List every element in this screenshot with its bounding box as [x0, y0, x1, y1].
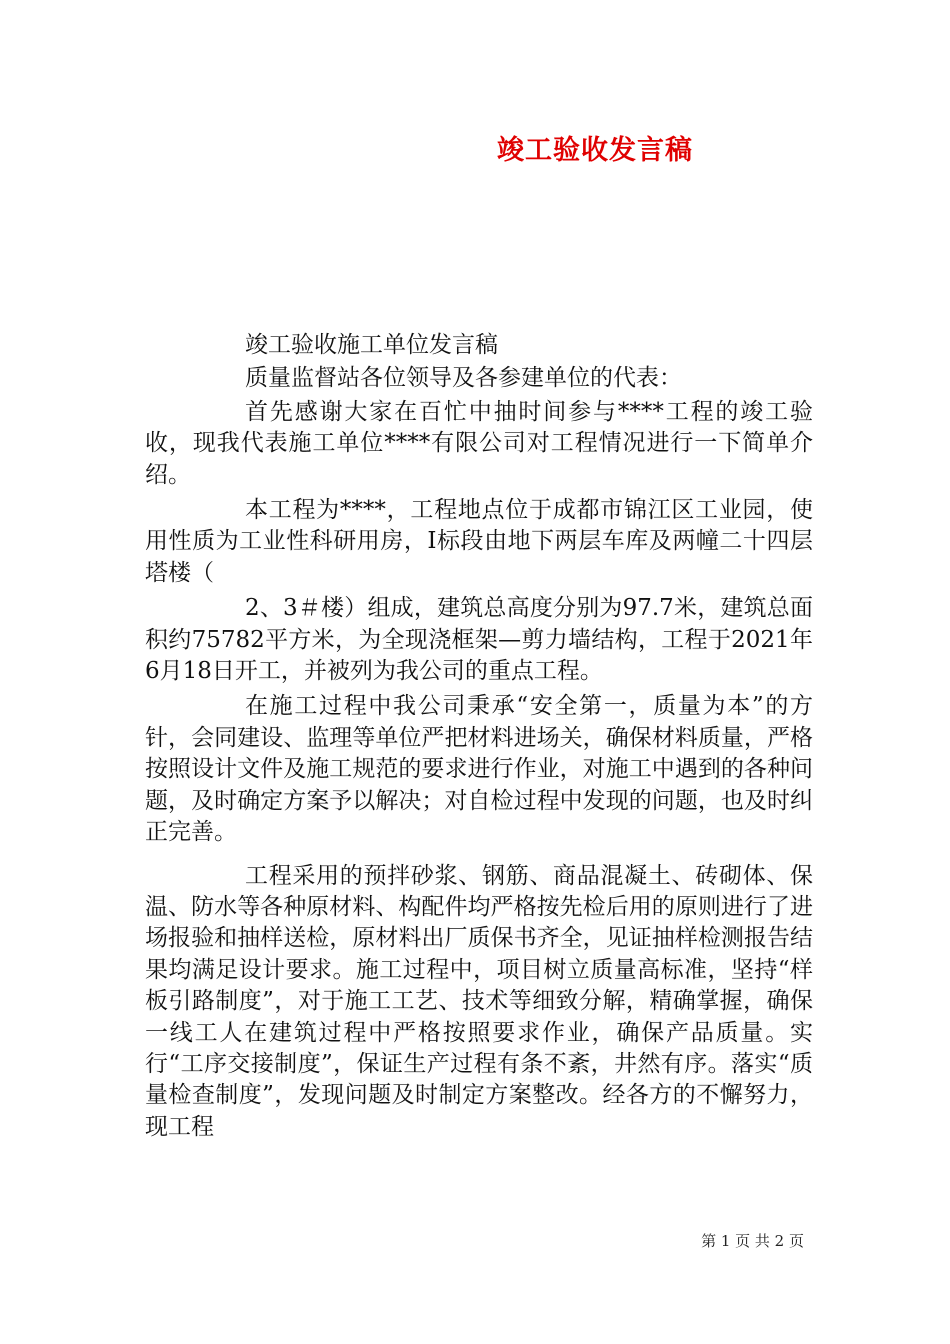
- paragraph-salutation: 质量监督站各位领导及各参建单位的代表：: [245, 365, 682, 392]
- document-body: [145, 330, 813, 1143]
- paragraph-subtitle: 竣工验收施工单位发言稿: [245, 332, 498, 358]
- page-number: 第 1 页 共 2 页: [701, 1232, 804, 1250]
- paragraph-construction-process: 在施工过程中我公司秉承“安全第一，质量为本”的方针，会同建设、监理等单位严把材料进场关，确保材料质量，严格按照设计文件及施工规范的要求进行作业，对施工中遇到的各种问题，及时确定方案予以解决；对自检过程中发现的问题，也及时纠正完善。: [145, 693, 813, 846]
- document-title: 竣工验收发言稿: [497, 135, 693, 166]
- paragraph-project-overview: 本工程为****，工程地点位于成都市锦江区工业园，使用性质为工业性科研用房，Ⅰ标段由地下两层车库及两幢二十四层塔楼（: [145, 497, 813, 586]
- paragraph-project-details: 2、3＃楼）组成，建筑总高度分别为97.7米，建筑总面积约75782平方米，为全现浇框架—剪力墙结构，工程于2021年6月18日开工，并被列为我公司的重点工程。: [145, 595, 813, 685]
- paragraph-opening: 首先感谢大家在百忙中抽时间参与****工程的竣工验收，现我代表施工单位****有限公司对工程情况进行一下简单介绍。: [145, 398, 813, 488]
- paragraph-materials-quality: 工程采用的预拌砂浆、钢筋、商品混凝土、砖砌体、保温、防水等各种原材料、构配件均严格按先检后用的原则进行了进场报验和抽样送检，原材料出厂质保书齐全，见证抽样检测报告结果均满足设计要求。施工过程中，项目树立质量高标准，坚持“样板引路制度”，对于施工工艺、技术等细致分解，精确掌握，确保一线工人在建筑过程中严格按照要求作业，确保产品质量。实行“工序交接制度”，保证生产过程有条不紊，井然有序。落实“质量检查制度”，发现问题及时制定方案整改。经各方的不懈努力，现工程: [145, 862, 813, 1140]
